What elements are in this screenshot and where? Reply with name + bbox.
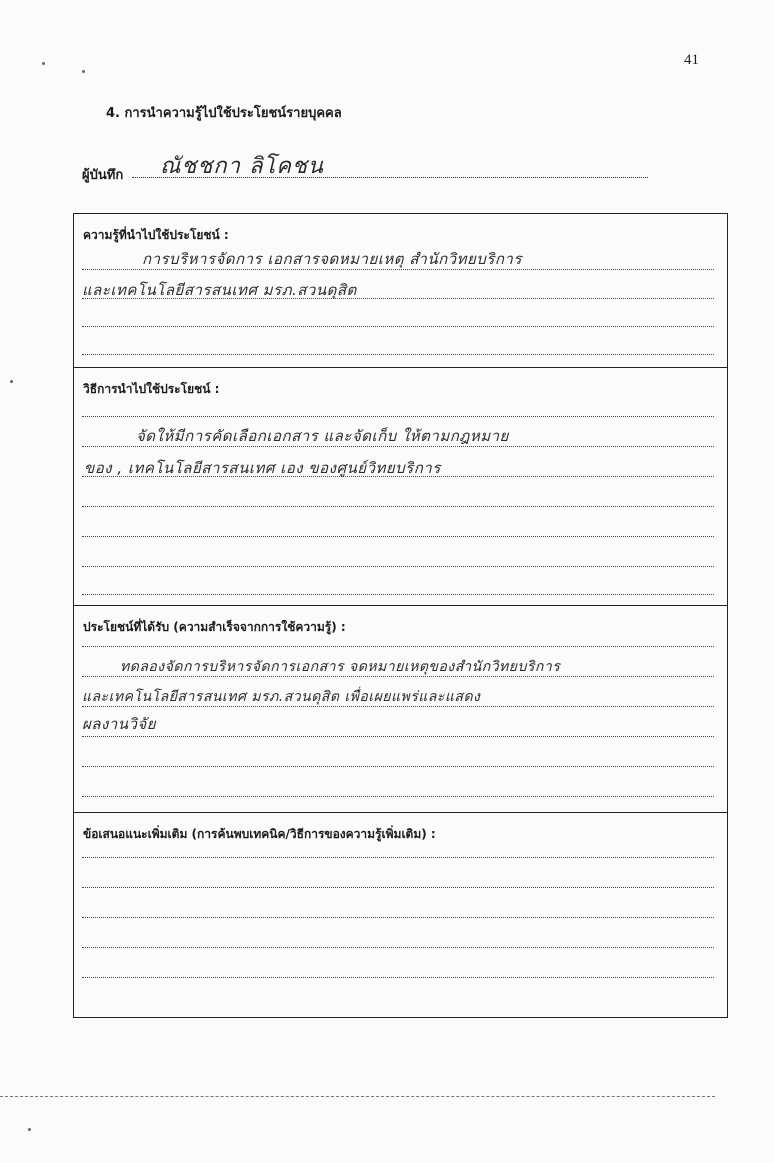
writing-line [82,947,714,948]
writing-line [82,796,714,797]
section-how-applied [74,368,727,606]
handwritten-line: การบริหารจัดการ เอกสารจดหมายเหตุ สำนักวิทยบริการ [142,250,522,268]
recorder-field [82,150,652,183]
section-title: ความรู้ที่นำไปใช้ประโยชน์ : [83,228,229,242]
handwritten-line: จัดให้มีการคัดเลือกเอกสาร และจัดเก็บ ให้ตามกฎหมาย [136,427,509,445]
handwritten-line: และเทคโนโลยีสารสนเทศ มรภ.สวนดุสิต [82,281,357,299]
writing-line [82,977,714,978]
writing-line [82,917,714,918]
writing-line [82,536,714,537]
knowledge-form [73,213,728,1018]
scan-speck [42,62,45,65]
writing-line [82,857,714,858]
recorder-name-handwriting: ณัชชกา ลิโคชน [160,154,324,179]
writing-line [82,766,714,767]
writing-line [82,506,714,507]
writing-line [82,326,714,327]
section-knowledge-used [74,214,727,368]
recorder-label: ผู้บันทึก [82,168,124,183]
handwritten-line: และเทคโนโลยีสารสนเทศ มรภ.สวนดุสิต เพื่อเผยแพร่และแสดง [82,689,481,705]
writing-line [82,594,714,595]
writing-line [82,887,714,888]
scan-speck [10,380,13,383]
page-number: 41 [684,52,699,68]
writing-line [82,736,714,737]
writing-line [82,354,714,355]
handwritten-line: ทดลองจัดการบริหารจัดการเอกสาร จดหมายเหตุของสำนักวิทยบริการ [120,659,561,675]
section-heading: 4. การนำความรู้ไปใช้ประโยชน์รายบุคคล [106,106,342,121]
section-title: ประโยชน์ที่ได้รับ (ความสำเร็จจากการใช้ความรู้) : [83,620,346,634]
writing-line [82,566,714,567]
handwritten-line: ผลงานวิจัย [82,715,156,733]
writing-line [82,646,714,647]
section-additional-suggestions [74,813,727,1019]
writing-line [82,416,714,417]
section-benefits-received [74,606,727,813]
scan-speck [28,1128,31,1131]
handwritten-line: ของ , เทคโนโลยีสารสนเทศ เอง ของศูนย์วิทยบริการ [84,459,441,477]
scan-speck [82,70,85,73]
page-bottom-rule [0,1096,715,1097]
section-title: วิธีการนำไปใช้ประโยชน์ : [83,382,220,396]
section-title: ข้อเสนอแนะเพิ่มเติม (การค้นพบเทคนิค/วิธีการของความรู้เพิ่มเติม) : [83,827,436,841]
